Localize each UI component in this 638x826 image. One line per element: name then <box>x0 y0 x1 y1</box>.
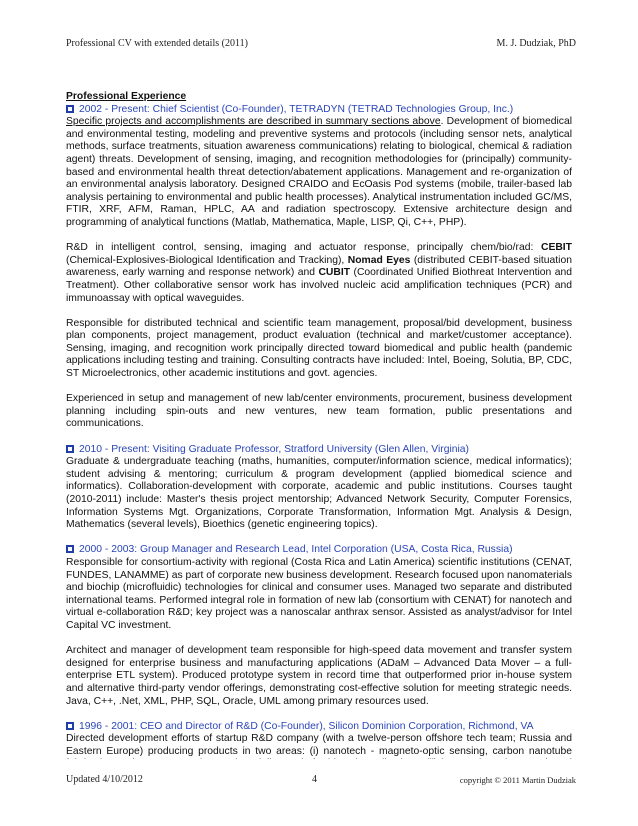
section-title: Professional Experience <box>66 91 187 102</box>
paragraph-text: (Chemical-Explosives-Biological Identification and Tracking), <box>66 254 348 266</box>
page-number: 4 <box>312 774 317 785</box>
square-bullet-icon <box>66 545 74 553</box>
entry-heading-intel <box>66 544 572 557</box>
bold-term: CEBIT <box>540 242 572 254</box>
entry-heading-text: 2002 - Present: Chief Scientist (Co-Founder), TETRADYN (TETRAD Technologies Group, Inc.) <box>79 103 514 115</box>
square-bullet-icon <box>66 105 74 113</box>
bold-term: Nomad Eyes <box>347 254 411 266</box>
entry-paragraph: Responsible for distributed technical and scientific team management, proposal/bid development, business plan components, project management, product evaluation (technical and market/customer acceptance). Sensing, imaging, and recognition work principally directed toward biomedical and public health (pandemic applications including testing and training. Consulting contracts have included: Intel, Boeing, Solutia, BP, CDC, ST Microelectronics, other academic institutions and govt. agencies. <box>66 317 572 380</box>
underlined-text: Specific projects and accomplishments are described in summary sections above <box>66 116 441 128</box>
paragraph-text: . Development of biomedical and environmental testing, modeling and preventive systems and protocols (including sensor nets, analytical methods, surface treatments, situation awareness communications) relating to biological, chemical & radiation agent) threats. Development of sensing, imaging, and recognition methodologies for (principally) community-based and environmental health threat detection/abatement applications. Management and re-organization of an environmental analysis laboratory. Designed CRAIDO and EcOasis Pod systems (mobile, trailer-based lab analysis pertaining to environmental and public health processes). Analytical instrumentation included GC/MS, FTIR, XRF, AFM, Raman, HPLC, AA and radiation spectroscopy. Extensive architecture design and programming of analytical functions (Matlab, Mathematica, Maple, LISP, Qi, C++, PHP). <box>66 116 572 228</box>
entry-paragraph: Responsible for consortium-activity with regional (Costa Rica and Latin America) scientific institutions (CENAT, FUNDES, LANAMME) as part of corporate new business development. Research focused upon nanomaterials and biochip (microfluidic) technologies for clinical and consumer uses. Managed two separate and distributed international teams. Performed integral role in formation of new lab (consortium with CENAT) for nanotech and virtual e-collaboration R&D; key project was a nanoscalar anthrax sensor. Assisted as analyst/advisor for Intel Capital VC investment. <box>66 556 572 631</box>
header-author: M. J. Dudziak, PhD <box>496 38 576 49</box>
entry-heading-tetradyn <box>66 104 572 117</box>
entry-heading-text: 2000 - 2003: Group Manager and Research Lead, Intel Corporation (USA, Costa Rica, Russia) <box>79 544 513 556</box>
square-bullet-icon <box>66 445 74 453</box>
paragraph-text: (Coordinated Unified Biothreat Intervention and Treatment). Other collaborative sensor work has involved nucleic acid amplification techniques (PCR) and immunoassay with optical waveguides. <box>66 267 572 304</box>
entry-heading-silicon-dominion <box>66 721 572 734</box>
bold-term: CUBIT <box>318 267 351 279</box>
entry-paragraph: Graduate & undergraduate teaching (maths, humanities, computer/information science, medical informatics); student advising & mentoring; curriculum & program development (applied biomedical science and informatics). Collaboration-development with corporate, academic and public institutions. Courses taught (2010-2011) include: Master's thesis project mentorship; Advanced Network Security, Computer Forensics, Information Systems Mgt. Organizations, Corporate Transformation, Information Mgt. Analysis & Design, Mathematics (several levels), Bioethics (genetic engineering topics). <box>66 456 572 531</box>
footer-updated: Updated 4/10/2012 <box>66 774 143 785</box>
footer-copyright: copyright © 2011 Martin Dudziak <box>459 775 576 785</box>
entry-heading-text: 1996 - 2001: CEO and Director of R&D (Co-Founder), Silicon Dominion Corporation, Richmond, VA <box>79 720 534 732</box>
paragraph-text: R&D in intelligent control, sensing, imaging and actuator response, principally chem/bio/rad: <box>66 242 541 254</box>
main-content <box>66 91 572 759</box>
header-title: Professional CV with extended details (2011) <box>66 38 248 49</box>
entry-paragraph: Architect and manager of development team responsible for high-speed data movement and transfer system designed for enterprise business and manufacturing applications (ADaM – Advanced Data Mover – a full-enterprise ETL system). Produced prototype system in record time that outperformed prior in-house system and alternative third-party vendor offerings, demonstrating cost-effective solution for meeting strategic needs. Java, C++, .Net, XML, PHP, SQL, Oracle, UML among primary resources used. <box>66 645 572 707</box>
entry-paragraph: Experienced in setup and management of new lab/center environments, procurement, business development planning including spin-outs and new ventures, new team formation, public presentations and communications. <box>66 393 572 430</box>
entry-paragraph: Directed development efforts of startup R&D company (with a twelve-person offshore tech team; Russia and Eastern Europe) producing products in two areas: (i) nanotech - magneto-optic sensing, carbon nanotube <box>66 733 572 757</box>
entry-heading-text: 2010 - Present: Visiting Graduate Professor, Stratford University (Glen Allen, Virginia) <box>79 443 469 455</box>
paragraph-text: (distributed CEBIT-based situation awareness, early warning and response network) and <box>66 254 572 279</box>
square-bullet-icon <box>66 722 74 730</box>
entry-paragraph <box>66 242 572 305</box>
entry-heading-stratford <box>66 444 572 457</box>
entry-paragraph <box>66 116 572 229</box>
